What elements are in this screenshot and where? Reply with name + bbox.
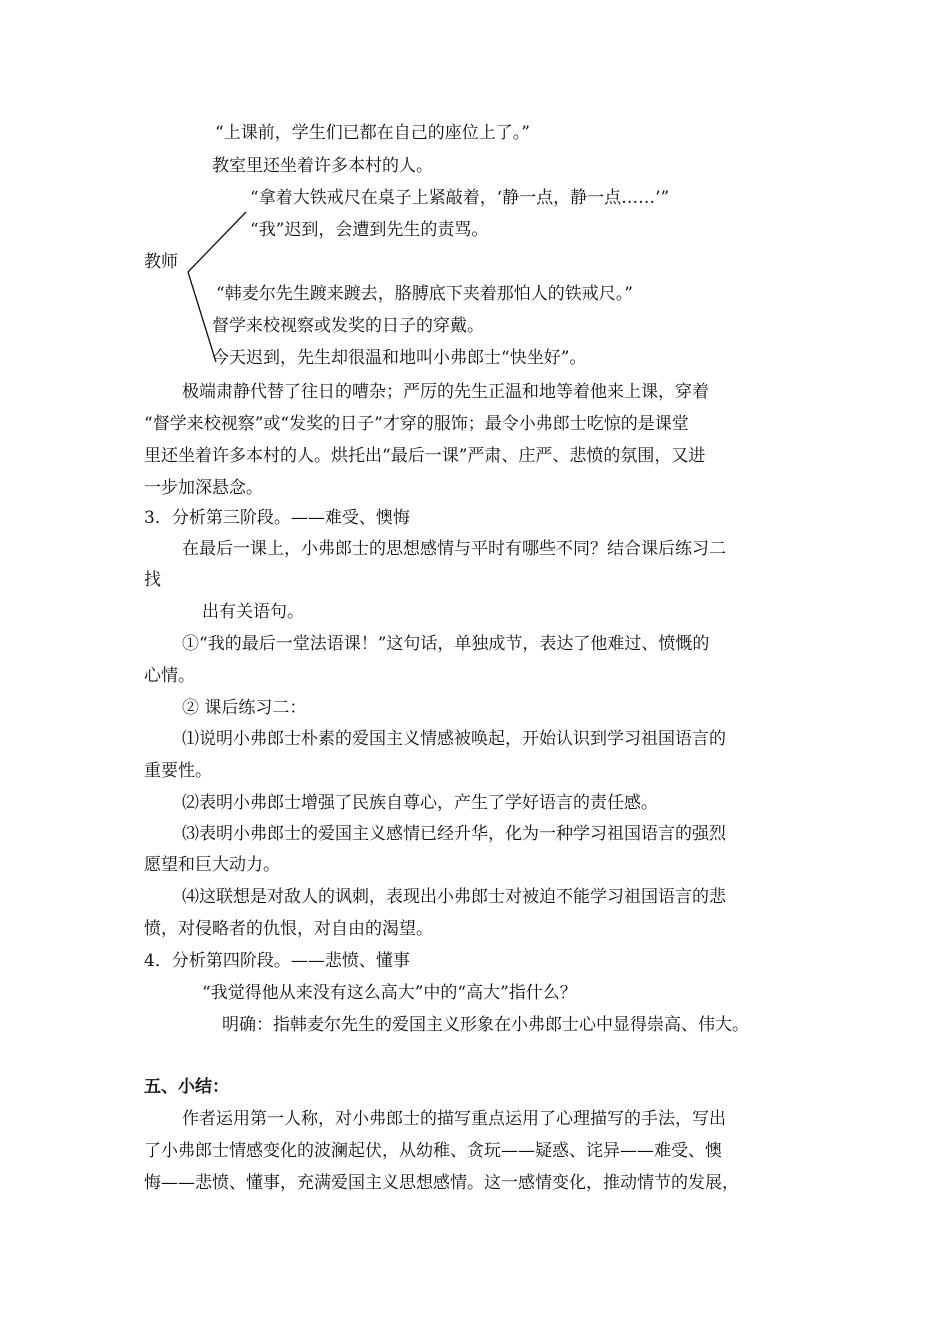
section-heading: 3．分析第三阶段。——难受、懊悔	[144, 508, 410, 528]
exercise-line: ⑷这联想是对敌人的讽刺，表现出小弗郎士对被迫不能学习祖国语言的悲	[182, 887, 726, 907]
answer-line: ①“我的最后一堂法语课！”这句话，单独成节，表达了他难过、愤慨的	[182, 634, 710, 654]
text-line: “上课前，学生们已都在自己的座位上了。”	[215, 123, 530, 143]
summary-line: 了小弗郎士情感变化的波澜起伏，从幼稚、贪玩——疑惑、诧异——难受、懊	[144, 1141, 722, 1161]
text-line: “拿着大铁戒尺在桌子上紧敲着，‘静一点，静一点……’”	[250, 188, 670, 208]
answer-line: 心情。	[144, 666, 195, 686]
text-line: 督学来校视察或发奖的日子的穿戴。	[212, 316, 484, 336]
paragraph-line: 极端肃静代替了往日的嘈杂；严厉的先生正温和地等着他来上课，穿着	[182, 382, 709, 402]
text-line: “韩麦尔先生踱来踱去，胳膊底下夹着那怕人的铁戒尺。”	[216, 284, 633, 304]
exercise-line: 愤，对侵略者的仇恨，对自由的渴望。	[144, 919, 433, 939]
question-line: “我觉得他从来没有这么高大”中的“高大”指什么？	[202, 983, 577, 1003]
teacher-label: 教师	[144, 252, 178, 272]
exercise-line: ⑴说明小弗郎士朴素的爱国主义情感被唤起，开始认识到学习祖国语言的	[182, 729, 726, 749]
section-heading: 4．分析第四阶段。——悲愤、懂事	[144, 951, 410, 971]
question-line: 在最后一课上，小弗郎士的思想感情与平时有哪些不同？结合课后练习二	[182, 539, 726, 559]
exercise-line: ⑶表明小弗郎士的爱国主义感情已经升华，化为一种学习祖国语言的强烈	[182, 824, 726, 844]
paragraph-line: 一步加深悬念。	[144, 478, 263, 498]
exercise-line: 愿望和巨大动力。	[144, 855, 280, 875]
text-line: “我”迟到，会遭到先生的责骂。	[250, 220, 489, 240]
paragraph-line: “督学来校视察”或“发奖的日子”才穿的服饰；最令小弗郎士吃惊的是课堂	[144, 414, 689, 434]
exercise-line: ⑵表明小弗郎士增强了民族自尊心，产生了学好语言的责任感。	[182, 793, 658, 813]
text-line: 今天迟到，先生却很温和地叫小弗郎士“快坐好”。	[212, 348, 587, 368]
exercise-line: 重要性。	[144, 761, 212, 781]
answer-line: 明确：指韩麦尔先生的爱国主义形象在小弗郎士心中显得崇高、伟大。	[222, 1015, 749, 1035]
paragraph-line: 里还坐着许多本村的人。烘托出“最后一课”严肃、庄严、悲愤的氛围，又进	[144, 446, 706, 466]
summary-line: 作者运用第一人称，对小弗郎士的描写重点运用了心理描写的手法，写出	[182, 1109, 726, 1129]
summary-heading: 五、小结：	[144, 1077, 229, 1097]
summary-line: 悔——悲愤、懂事，充满爱国主义思想感情。这一感情变化，推动情节的发展，	[144, 1173, 739, 1193]
question-line: 出有关语句。	[202, 602, 304, 622]
answer-line: ② 课后练习二：	[182, 698, 307, 718]
question-line: 找	[144, 570, 161, 590]
text-line: 教室里还坐着许多本村的人。	[212, 156, 433, 176]
